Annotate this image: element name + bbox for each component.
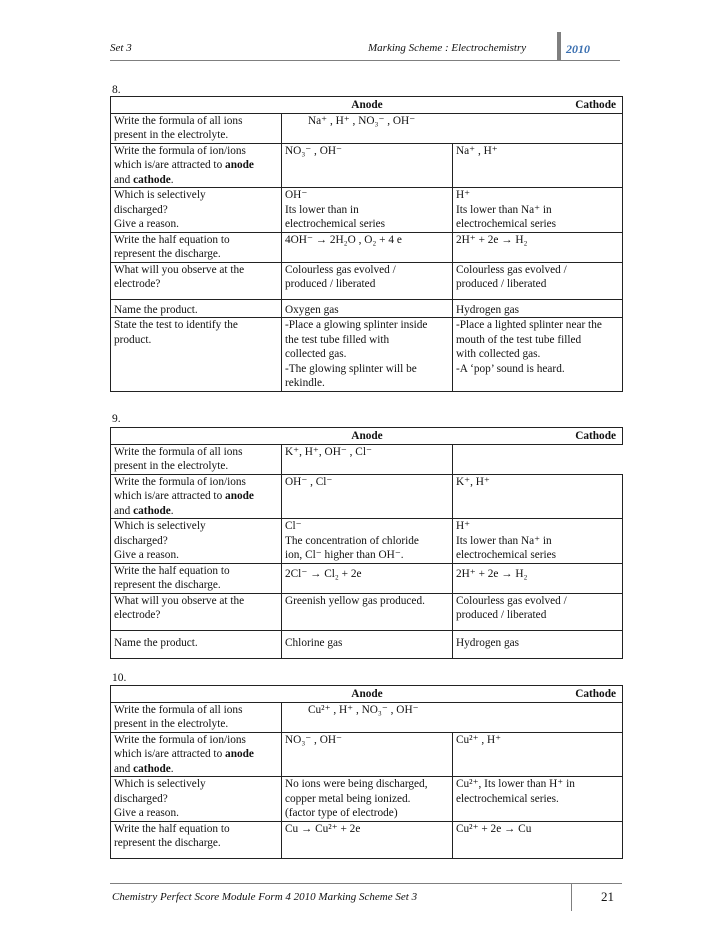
question-cell: Which is selectively discharged? Give a reason. (111, 519, 282, 564)
table-row (111, 97, 623, 114)
header-rule (110, 60, 620, 61)
footer-rule (110, 883, 622, 884)
table-row (111, 686, 623, 703)
table-row (111, 732, 623, 777)
cathode-cell: Hydrogen gas (453, 299, 623, 318)
table-row (111, 428, 623, 445)
anode-cell: -Place a glowing splinter inside the test tube filled with collected gas. -The glowing splinter will be rekindle. (282, 318, 453, 392)
ions-cell: K⁺, H⁺, OH⁻ , Cl⁻ (282, 444, 453, 474)
table-row (111, 474, 623, 519)
question-8-table (110, 96, 623, 392)
question-cell: Write the half equation to represent the discharge. (111, 821, 282, 858)
cathode-cell: Cu²⁺, Its lower than H⁺ in electrochemical series. (453, 777, 623, 822)
cathode-heading: Cathode (453, 686, 623, 703)
question-cell: Name the product. (111, 630, 282, 658)
anode-heading: Anode (282, 97, 453, 114)
page-footer (110, 883, 622, 917)
question-cell: Write the formula of ion/ions which is/are attracted to anode and cathode. (111, 474, 282, 519)
table-row (111, 519, 623, 564)
anode-cell: 4OH⁻ → 2H₂O , O₂ + 4 e (282, 232, 453, 262)
cathode-cell: Cu²⁺ + 2e → Cu (453, 821, 623, 858)
table-row (111, 188, 623, 233)
question-cell: Write the formula of all ions present in the electrolyte. (111, 444, 282, 474)
anode-heading: Anode (282, 686, 453, 703)
question-10-number: 10. (112, 672, 127, 684)
cathode-cell: 2H⁺ + 2e → H₂ (453, 563, 623, 593)
question-cell: What will you observe at the electrode? (111, 262, 282, 299)
cathode-cell: Na⁺ , H⁺ (453, 143, 623, 188)
anode-cell: OH⁻ Its lower than in electrochemical series (282, 188, 453, 233)
cathode-heading: Cathode (453, 428, 623, 445)
anode-cell: Cu → Cu²⁺ + 2e (282, 821, 453, 858)
page-header (110, 38, 620, 68)
question-9-table (110, 427, 623, 659)
anode-cell: No ions were being discharged, copper metal being ionized. (factor type of electrode) (282, 777, 453, 822)
anode-heading: Anode (282, 428, 453, 445)
table-row (111, 777, 623, 822)
anode-cell: Colourless gas evolved / produced / liberated (282, 262, 453, 299)
cathode-cell: K⁺, H⁺ (453, 474, 623, 519)
question-cell: Which is selectively discharged? Give a reason. (111, 777, 282, 822)
set-label: Set 3 (110, 42, 132, 54)
ions-cell: Cu²⁺ , H⁺ , NO₃⁻ , OH⁻ (282, 702, 623, 732)
question-cell: Write the half equation to represent the discharge. (111, 563, 282, 593)
anode-cell: 2Cl⁻ → Cl₂ + 2e (282, 563, 453, 593)
question-cell: Write the formula of ion/ions which is/are attracted to anode and cathode. (111, 732, 282, 777)
table-row (111, 232, 623, 262)
anode-cell: NO₃⁻ , OH⁻ (282, 732, 453, 777)
table-row (111, 318, 623, 392)
table-row (111, 702, 623, 732)
anode-cell: Chlorine gas (282, 630, 453, 658)
cathode-cell: 2H⁺ + 2e → H₂ (453, 232, 623, 262)
cathode-cell: H⁺ Its lower than Na⁺ in electrochemical series (453, 519, 623, 564)
header-title: Marking Scheme : Electrochemistry (368, 42, 527, 54)
table-row (111, 113, 623, 143)
question-cell: What will you observe at the electrode? (111, 593, 282, 630)
table-row (111, 299, 623, 318)
question-cell: Write the formula of ion/ions which is/are attracted to anode and cathode. (111, 143, 282, 188)
cathode-cell: H⁺ Its lower than Na⁺ in electrochemical series (453, 188, 623, 233)
ions-cell: Na⁺ , H⁺ , NO₃⁻ , OH⁻ (282, 113, 623, 143)
anode-cell: Oxygen gas (282, 299, 453, 318)
table-row (111, 563, 623, 593)
cathode-cell: Cu²⁺ , H⁺ (453, 732, 623, 777)
table-row (111, 630, 623, 658)
footer-divider (571, 883, 572, 911)
footer-text: Chemistry Perfect Score Module Form 4 2010 Marking Scheme Set 3 (112, 891, 418, 903)
table-row (111, 593, 623, 630)
question-cell: State the test to identify the product. (111, 318, 282, 392)
question-10-table (110, 685, 623, 859)
cathode-heading: Cathode (453, 97, 623, 114)
anode-cell: OH⁻ , Cl⁻ (282, 474, 453, 519)
header-year: 2010 (566, 42, 590, 56)
table-row (111, 143, 623, 188)
table-row (111, 444, 623, 474)
table-row (111, 821, 623, 858)
question-9-number: 9. (112, 413, 121, 425)
question-cell: Name the product. (111, 299, 282, 318)
anode-cell: Greenish yellow gas produced. (282, 593, 453, 630)
anode-cell: NO₃⁻ , OH⁻ (282, 143, 453, 188)
question-cell: Write the formula of all ions present in the electrolyte. (111, 702, 282, 732)
page-number: 21 (601, 889, 614, 904)
table-row (111, 262, 623, 299)
cathode-cell: Colourless gas evolved / produced / liberated (453, 593, 623, 630)
question-cell: Write the formula of all ions present in the electrolyte. (111, 113, 282, 143)
question-cell: Write the half equation to represent the discharge. (111, 232, 282, 262)
cathode-cell: -Place a lighted splinter near the mouth of the test tube filled with collected gas. -A ‘pop’ sound is heard. (453, 318, 623, 392)
question-8-number: 8. (112, 84, 121, 96)
cathode-cell: Hydrogen gas (453, 630, 623, 658)
question-cell: Which is selectively discharged? Give a reason. (111, 188, 282, 233)
header-divider (557, 32, 561, 60)
anode-cell: Cl⁻ The concentration of chloride ion, Cl⁻ higher than OH⁻. (282, 519, 453, 564)
cathode-cell: Colourless gas evolved / produced / liberated (453, 262, 623, 299)
